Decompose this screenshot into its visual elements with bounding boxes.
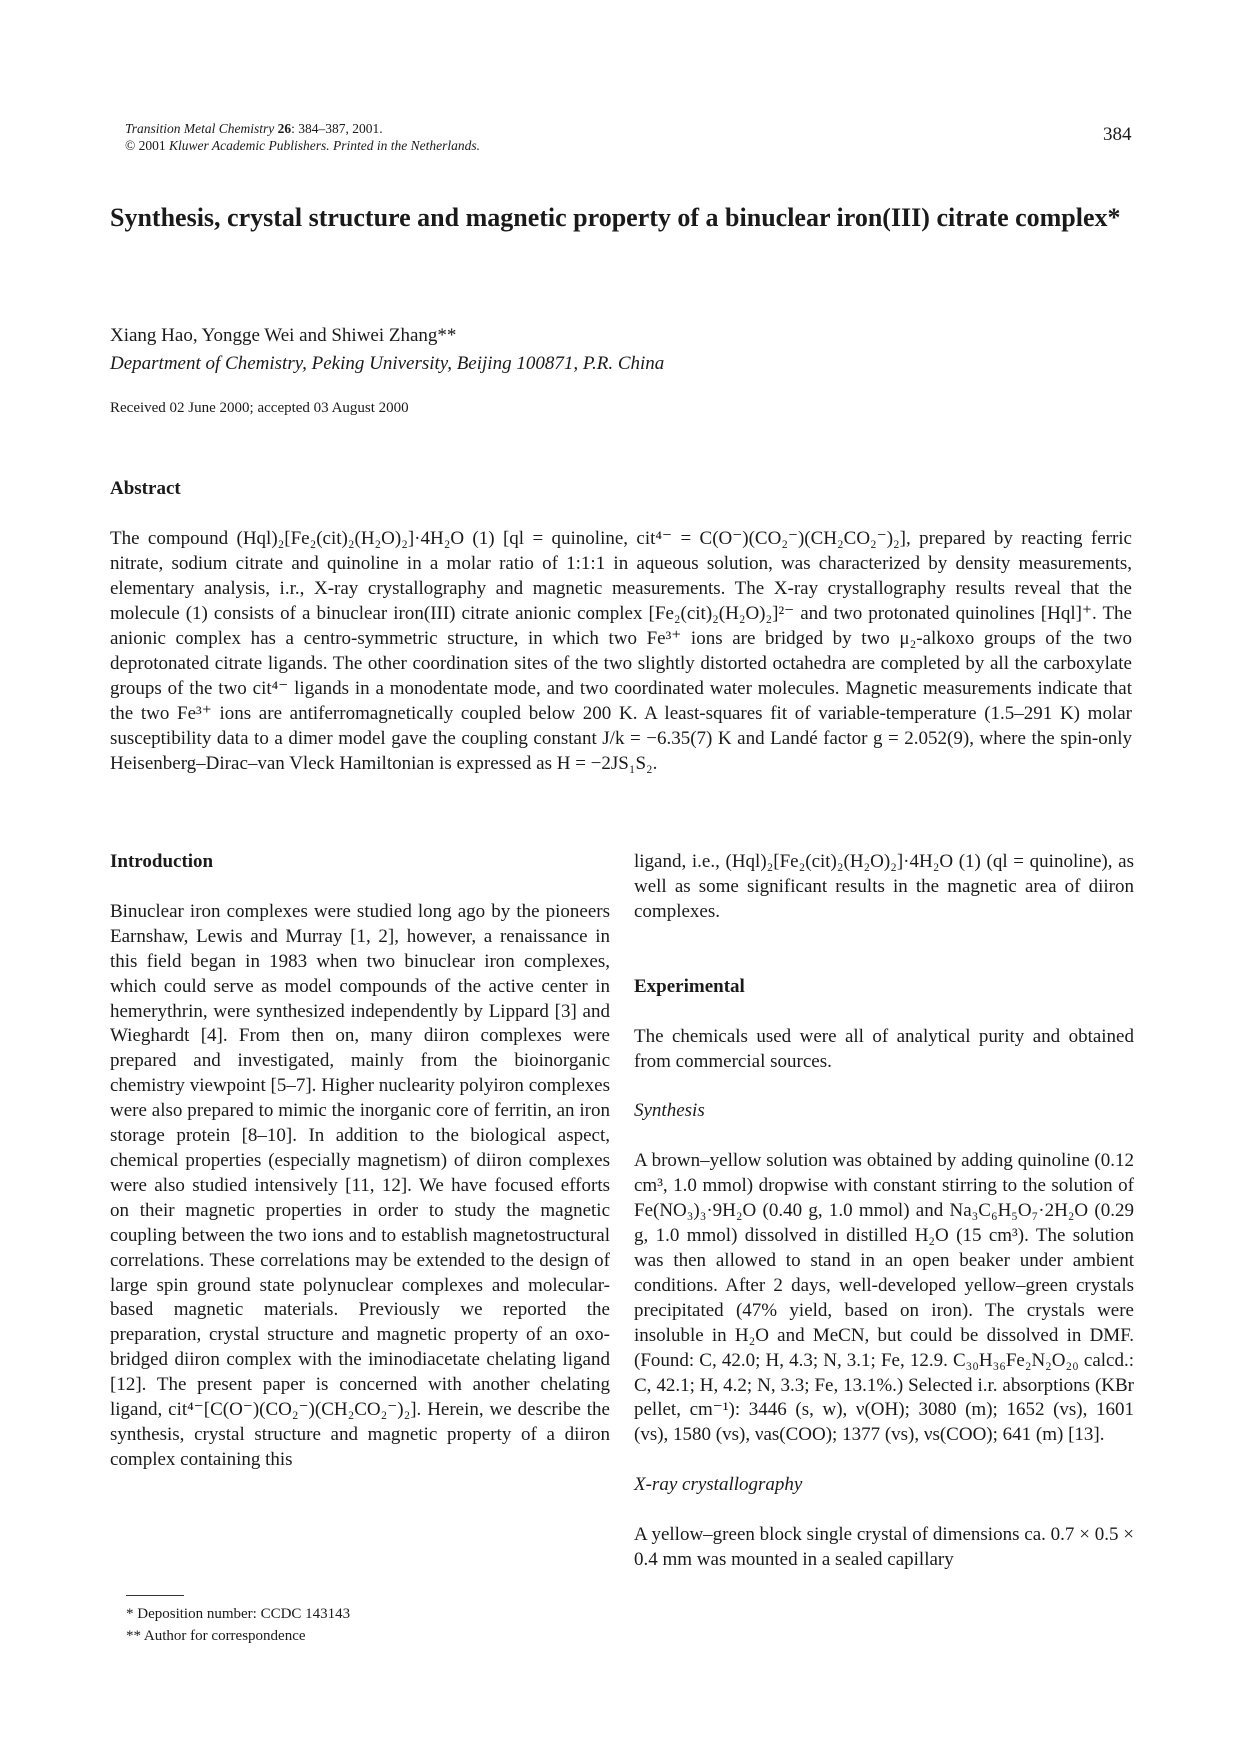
abstract — [110, 526, 1132, 776]
introduction-text: Binuclear iron complexes were studied long ago by the pioneers Earnshaw, Lewis and Murray [1, 2], however, a renaissance in this field began in 1983 when two binuclear iron complexes, which could serve as model compounds of the active center in hemerythrin, were synthesized independently by Lippard [3] and Wieghardt [4]. From then on, many diiron complexes were prepared and investigated, mainly from the bioinorganic chemistry viewpoint [5–7]. Higher nuclearity polyiron complexes were also prepared to mimic the inorganic core of ferritin, an iron storage protein [8–10]. In addition to the biological aspect, chemical properties (especially magnetism) of diiron complexes were also studied intensively [11, 12]. We have focused efforts on their magnetic properties in order to study the magnetic coupling between the two ions and to establish magnetostructural correlations. These correlations may be extended to the design of large spin ground state polynuclear complexes and molecular-based magnetic materials. Previously we reported the preparation, crystal structure and magnetic property of an oxo-bridged diiron complex with the iminodiacetate chelating ligand [12]. The present paper is concerned with another chelating ligand, cit⁴⁻[C(O⁻)(CO₂⁻)(CH₂CO₂⁻)₂]. Herein, we describe the synthesis, crystal structure and magnetic property of a diiron complex containing this — [110, 900, 610, 1470]
footnotes — [126, 1603, 350, 1647]
footnote-rule — [126, 1595, 184, 1596]
journal-name: Transition Metal Chemistry — [125, 121, 275, 136]
xray-text: A yellow–green block single crystal of dimensions ca. 0.7 × 0.5 × 0.4 mm was mounted in a sealed capillary — [634, 1524, 1134, 1571]
left-column — [110, 850, 610, 1473]
journal-citation — [125, 120, 480, 154]
copyright: © 2001 — [125, 138, 166, 153]
experimental-heading: Experimental — [634, 975, 745, 997]
page-number: 384 — [1103, 124, 1132, 145]
introduction-continued: ligand, i.e., (Hql)₂[Fe₂(cit)₂(H₂O)₂]·4H₂O (1) (ql = quinoline), as well as some significant results in the magnetic area of diiron complexes. — [634, 851, 1134, 922]
journal-pages: : 384–387, 2001. — [291, 121, 383, 136]
footnote-1: * Deposition number: CCDC 143143 — [126, 1606, 351, 1622]
xray-heading: X-ray crystallography — [634, 1474, 803, 1496]
received-dates: Received 02 June 2000; accepted 03 August 2000 — [110, 400, 409, 416]
abstract-heading: Abstract — [110, 478, 181, 499]
synthesis-heading: Synthesis — [634, 1100, 705, 1122]
authors: Xiang Hao, Yongge Wei and Shiwei Zhang** — [110, 325, 457, 346]
publisher: Kluwer Academic Publishers. Printed in the Netherlands. — [169, 138, 480, 153]
introduction-heading: Introduction — [110, 851, 214, 872]
author-block — [110, 322, 664, 378]
abstract-text: The compound (Hql)₂[Fe₂(cit)₂(H₂O)₂]·4H₂O (1) [ql = quinoline, cit⁴⁻ = C(O⁻)(CO₂⁻)(CH₂CO₂⁻)₂], prepared by reacting ferric nitrate, sodium citrate and quinoline in a molar ratio of 1:1:1 in aqueous solution, was characterized by density measurements, elementary analysis, i.r., X-ray crystallography and magnetic measurements. The X-ray crystallography results reveal that the molecule (1) consists of a binuclear iron(III) citrate anionic complex [Fe₂(cit)₂(H₂O)₂]²⁻ and two protonated quinolines [Hql]⁺. The anionic complex has a centro-symmetric structure, in which two Fe³⁺ ions are bridged by two μ₂-alkoxo groups of the two deprotonated citrate ligands. The other coordination sites of the two slightly distorted octahedra are completed by all the carboxylate groups of the two cit⁴⁻ ligands in a monodentate mode, and two coordinated water molecules. Magnetic measurements indicate that the two Fe³⁺ ions are antiferromagnetically coupled below 200 K. A least-squares fit of variable-temperature (1.5–291 K) molar susceptibility data to a dimer model gave the coupling constant J/k = −6.35(7) K and Landé factor g = 2.052(9), where the spin-only Heisenberg–Dirac–van Vleck Hamiltonian is expressed as H = −2JS₁S₂. — [110, 528, 1132, 774]
footnote-2: ** Author for correspondence — [126, 1628, 306, 1644]
journal-volume: 26 — [277, 121, 292, 136]
right-column — [634, 850, 1134, 1573]
affiliation: Department of Chemistry, Peking University, Beijing 100871, P.R. China — [110, 353, 665, 374]
paper-title: Synthesis, crystal structure and magnetic property of a binuclear iron(III) citrate complex* — [110, 203, 1121, 232]
synthesis-text: A brown–yellow solution was obtained by adding quinoline (0.12 cm³, 1.0 mmol) dropwise with constant stirring to the solution of Fe(NO₃)₃·9H₂O (0.40 g, 1.0 mmol) and Na₃C₆H₅O₇·2H₂O (0.29 g, 1.0 mmol) dissolved in distilled H₂O (15 cm³). The solution was then allowed to stand in an open beaker under ambient conditions. After 2 days, well-developed yellow–green crystals precipitated (47% yield, based on iron). The crystals were insoluble in H₂O and MeCN, but could be dissolved in DMF. (Found: C, 42.0; H, 4.3; N, 3.1; Fe, 12.9. C₃₀H₃₆Fe₂N₂O₂₀ calcd.: C, 42.1; H, 4.2; N, 3.3; Fe, 13.1%.) Selected i.r. absorptions (KBr pellet, cm⁻¹): 3446 (s, w), ν(OH); 3080 (m); 1652 (vs), 1601 (vs), 1580 (vs), νas(COO); 1377 (vs), νs(COO); 641 (m) [13]. — [634, 1150, 1134, 1446]
experimental-text: The chemicals used were all of analytical purity and obtained from commercial sources. — [634, 1025, 1134, 1072]
